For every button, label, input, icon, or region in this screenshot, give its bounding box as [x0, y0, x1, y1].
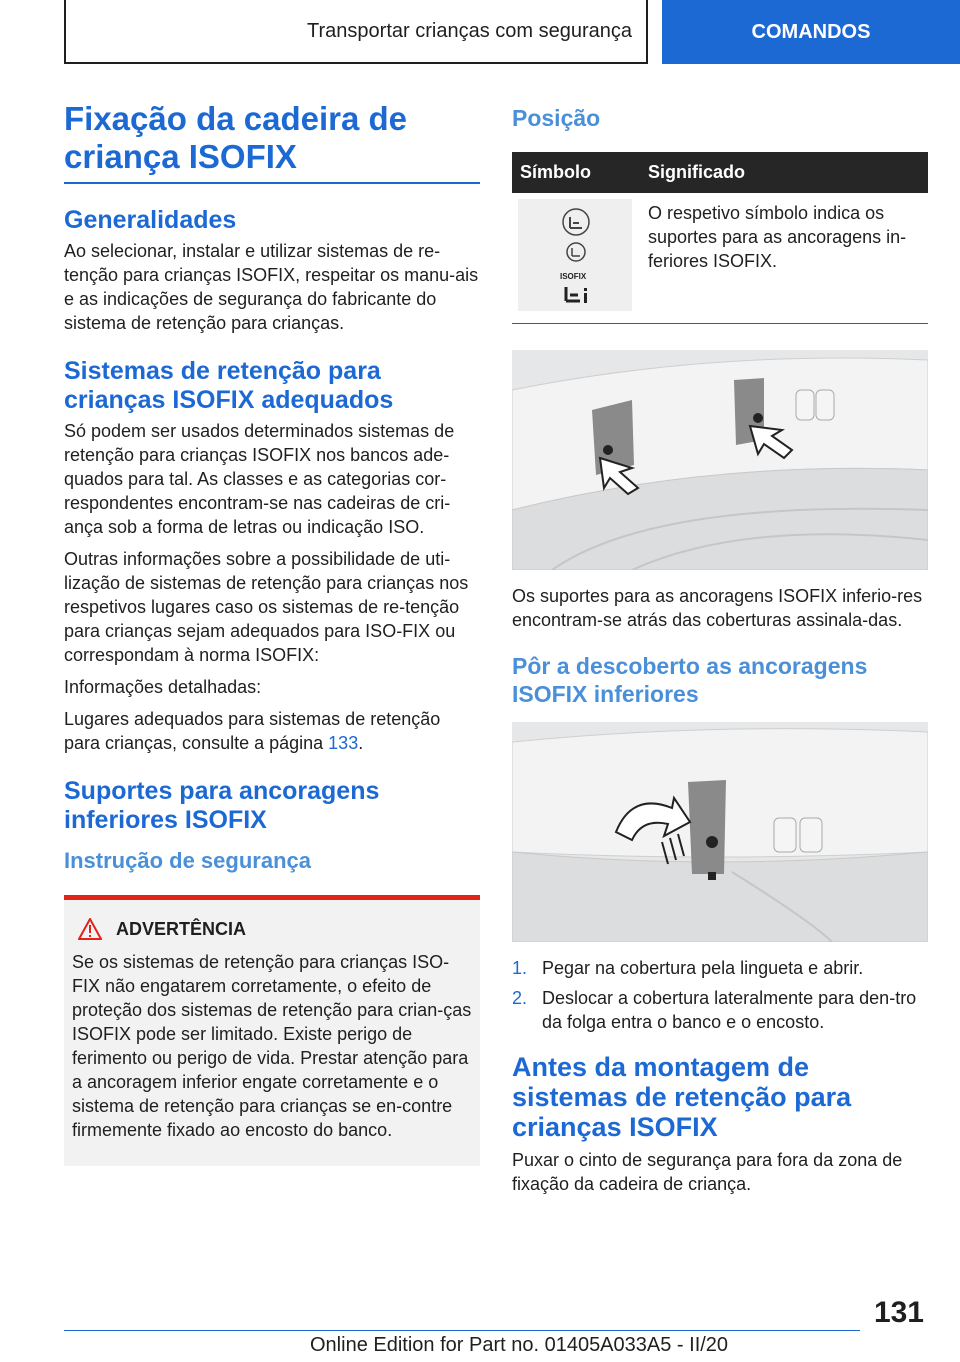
heading-uncover: Pôr a descoberto as ancoragens ISOFIX inferiores	[512, 653, 868, 707]
seat-illustration-1	[512, 350, 928, 570]
footer-divider	[64, 1330, 860, 1331]
right-column	[512, 100, 928, 1196]
col-meaning: Significado	[640, 152, 928, 193]
warning-box	[64, 895, 480, 1166]
isofix-symbols	[518, 199, 632, 311]
step-number: 1.	[512, 958, 528, 978]
isofix-seat-icon	[559, 207, 593, 237]
systems-text-3: Informações detalhadas:	[64, 677, 262, 697]
warning-header	[72, 918, 472, 940]
chapter-tab[interactable]	[662, 0, 960, 64]
table-header-row	[512, 152, 928, 193]
step-text: Pegar na cobertura pela lingueta e abrir.	[542, 958, 864, 978]
list-item	[512, 986, 928, 1034]
seat-illustration-2	[512, 722, 928, 942]
chapter-title: COMANDOS	[751, 20, 871, 43]
step-text: Deslocar a cobertura lateralmente para den-tro da folga entra o banco e o encosto.	[542, 988, 917, 1032]
page-number: 131	[873, 1296, 924, 1329]
isofix-badge-icon	[562, 241, 590, 263]
heading-systems: Sistemas de retenção para crianças ISOFIX adequados	[64, 357, 394, 414]
section-title: Transportar crianças com segurança	[307, 19, 632, 42]
warning-title: ADVERTÊNCIA	[116, 918, 247, 939]
heading-anchors: Suportes para ancoragens inferiores ISOFIX	[64, 777, 380, 834]
footer-edition: Online Edition for Part no. 01405A033A5 - II/20	[310, 1334, 729, 1356]
systems-text-4	[64, 707, 480, 755]
list-item	[512, 956, 928, 980]
step-number: 2.	[512, 988, 528, 1008]
meaning-cell: O respetivo símbolo indica os suportes para as ancoragens in-feriores ISOFIX.	[640, 193, 928, 324]
table-row	[512, 193, 928, 324]
left-column	[64, 100, 480, 1166]
warning-text: Se os sistemas de retenção para crianças ISO-FIX não engatarem corretamente, o efeito de proteção dos sistemas de retenção para crian-ças ISOFIX pode ser limitado. Existe perigo de ferimento ou perigo de vida. Prestar atenção para a ancoragem inferior engate corretamente e o sistema de retenção para crianças se en-contre firmemente fixado ao encosto do banco.	[72, 952, 472, 1140]
col-symbol: Símbolo	[512, 152, 640, 193]
systems-text-1: Só podem ser usados determinados sistemas de retenção para crianças ISOFIX nos bancos ade-quados para tal. As classes e as categorias cor-respondentes encontram-se nas cadeiras de cri-ança sob a forma de letras ou indicação ISO.	[64, 421, 455, 537]
systems-text-2: Outras informações sobre a possibilidade de uti-lização de sistemas de retenção para crianças nos respetivos lugares caso os sistemas de re-tenção para crianças sejam adequados para ISO-FIX ou correspondam à norma ISOFIX:	[64, 549, 469, 665]
seat-photo-anchors	[512, 350, 928, 570]
steps-list	[512, 956, 928, 1034]
page-link[interactable]: 133	[328, 733, 359, 753]
heading-general: Generalidades	[64, 206, 237, 234]
heading-before: Antes da montagem de sistemas de retenção para crianças ISOFIX	[512, 1052, 852, 1142]
systems-text-4-body: Lugares adequados para sistemas de retenção para crianças, consulte a página	[64, 709, 441, 753]
systems-text-4-end: .	[358, 733, 364, 753]
heading-safety: Instrução de segurança	[64, 848, 311, 873]
page-title: Fixação da cadeira de criança ISOFIX	[64, 100, 480, 184]
heading-position: Posição	[512, 105, 601, 131]
photo1-caption: Os suportes para as ancoragens ISOFIX inferio-res encontram-se atrás das coberturas assinala-das.	[512, 586, 923, 630]
before-text: Puxar o cinto de segurança para fora da zona de fixação da cadeira de criança.	[512, 1150, 903, 1194]
symbol-cell	[512, 193, 640, 324]
seat-photo-uncover	[512, 722, 928, 942]
symbol-table	[512, 152, 928, 324]
warning-triangle-icon	[78, 918, 102, 940]
isofix-info-icon	[562, 281, 590, 307]
section-header	[64, 0, 648, 64]
general-text: Ao selecionar, instalar e utilizar sistemas de re-tenção para crianças ISOFIX, respeitar os manu-ais e as indicações de segurança do fabricante do sistema de retenção para crianças.	[64, 241, 479, 333]
isofix-symbol-label: ISOFIX	[560, 272, 587, 281]
